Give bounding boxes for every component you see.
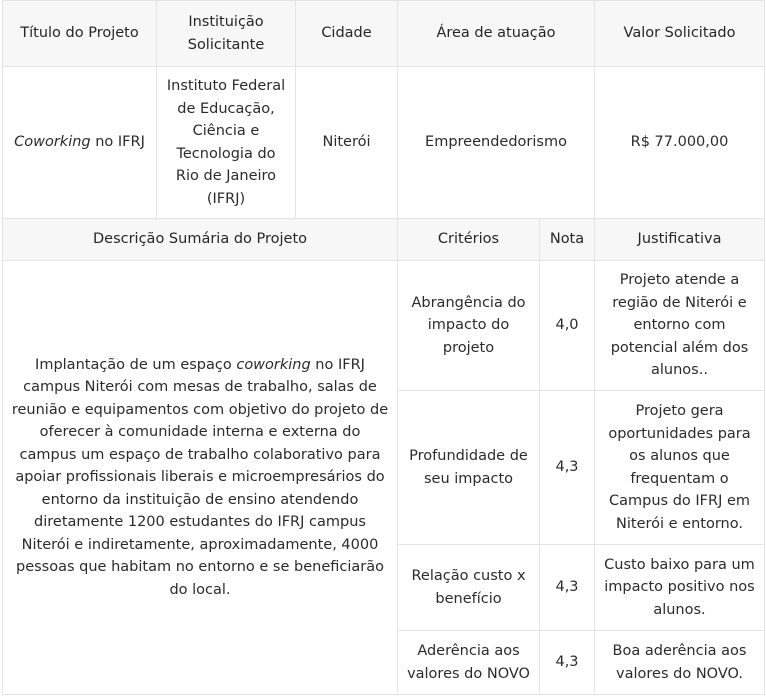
description-part1: Implantação de um espaço: [35, 356, 237, 373]
criterion-score: 4,3: [540, 631, 595, 695]
criterion-name: Relação custo x benefício: [398, 545, 540, 631]
header-cidade: Cidade: [296, 1, 398, 67]
criterion-name: Aderência aos valores do NOVO: [398, 631, 540, 695]
header-titulo: Título do Projeto: [3, 1, 157, 67]
subheader-criterios: Critérios: [398, 219, 540, 261]
subheader-descricao: Descrição Sumária do Projeto: [3, 219, 398, 261]
criterion-name: Abrangência do impacto do projeto: [398, 261, 540, 391]
header-valor: Valor Solicitado: [595, 1, 765, 67]
project-row: [3, 67, 765, 219]
project-amount: R$ 77.000,00: [595, 67, 765, 219]
project-description: [3, 261, 398, 695]
criterion-name: Profundidade de seu impacto: [398, 391, 540, 545]
criterion-justification: Projeto atende a região de Niterói e entorno com potencial além dos alunos..: [595, 261, 765, 391]
subheader-nota: Nota: [540, 219, 595, 261]
header-area: Área de atuação: [398, 1, 595, 67]
subheader-justificativa: Justificativa: [595, 219, 765, 261]
project-institution: Instituto Federal de Educação, Ciência e Tecnologia do Rio de Janeiro (IFRJ): [157, 67, 296, 219]
criterion-score: 4,3: [540, 391, 595, 545]
header-instituicao: Instituição Solicitante: [157, 1, 296, 67]
project-area: Empreendedorismo: [398, 67, 595, 219]
project-title-italic: Coworking: [14, 134, 91, 151]
criterion-score: 4,0: [540, 261, 595, 391]
criterion-justification: Boa aderência aos valores do NOVO.: [595, 631, 765, 695]
project-title-rest: no IFRJ: [90, 134, 145, 151]
header-row: [3, 1, 765, 67]
criterion-justification: Custo baixo para um impacto positivo nos alunos.: [595, 545, 765, 631]
project-city: Niterói: [296, 67, 398, 219]
project-evaluation-table: [2, 0, 765, 695]
criteria-row: [3, 261, 765, 391]
project-title-cell: [3, 67, 157, 219]
description-part2: no IFRJ campus Niterói com mesas de trabalho, salas de reunião e equipamentos com objetivo do projeto de oferecer à comunidade interna e externa do campus um espaço de trabalho colaborativo para apoiar profissionais liberais e microempresários do entorno da instituição de ensino atendendo diretamente 1200 estudantes do IFRJ campus Niterói e indiretamente, aproximadamente, 4000 pessoas que habitam no entorno e se beneficiarão do local.: [11, 356, 389, 598]
subheader-row: [3, 219, 765, 261]
criterion-justification: Projeto gera oportunidades para os alunos que frequentam o Campus do IFRJ em Niterói e entorno.: [595, 391, 765, 545]
criterion-score: 4,3: [540, 545, 595, 631]
description-italic: coworking: [236, 356, 311, 373]
